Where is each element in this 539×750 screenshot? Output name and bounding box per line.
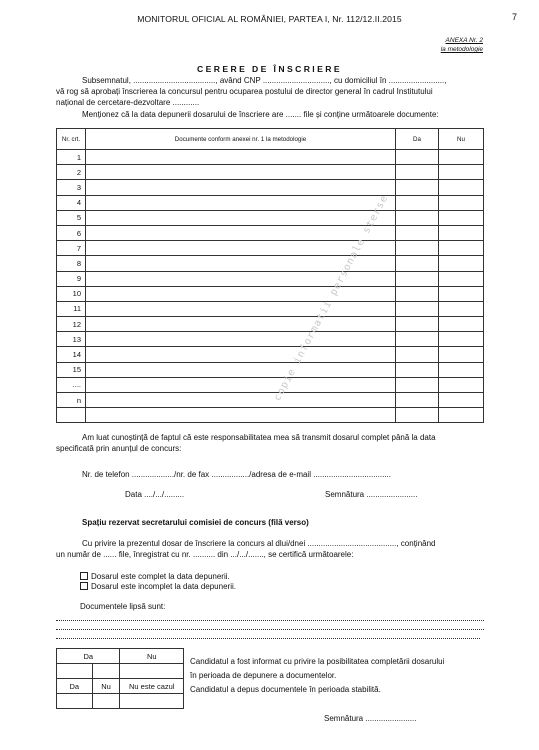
documents-table: [56, 128, 484, 423]
nu-cell[interactable]: [439, 408, 484, 423]
secretariat-heading: Spațiu rezervat secretarului comisiei de concurs (filă verso): [82, 518, 309, 527]
row-number: 9: [57, 271, 86, 286]
document-cell[interactable]: [86, 301, 396, 316]
row-number: 4: [57, 195, 86, 210]
row-number: 14: [57, 347, 86, 362]
final-signature: Semnătura .......................: [324, 714, 417, 723]
acknowledge-line-2: specificată prin anunțul de concurs:: [56, 444, 182, 453]
nu-cell[interactable]: [439, 271, 484, 286]
document-cell[interactable]: [86, 210, 396, 225]
status-empty-cell[interactable]: [57, 694, 93, 709]
document-cell[interactable]: [86, 347, 396, 362]
table-row: [57, 347, 484, 362]
table-row: [57, 195, 484, 210]
row-number: 1: [57, 150, 86, 165]
table-row: [57, 317, 484, 332]
da-cell[interactable]: [396, 225, 439, 240]
table-row: [57, 393, 484, 408]
page-number: 7: [512, 12, 518, 22]
date-label: Data ..../.../.........: [125, 490, 185, 499]
watermark: copie informatii personale sterse: [272, 193, 391, 403]
intro-line-1: Subsemnatul, ....................................., având CNP .............................., cu domiciliul în .........................,: [82, 76, 447, 85]
acknowledge-line-1: Am luat cunoștință de faptul că este responsabilitatea mea să transmit dosarul complet până la data: [82, 433, 436, 442]
nu-cell[interactable]: [439, 165, 484, 180]
status-notes: [190, 655, 444, 697]
nu-cell[interactable]: [439, 332, 484, 347]
document-cell[interactable]: [86, 195, 396, 210]
da-cell[interactable]: [396, 210, 439, 225]
annex-line-1: ANEXA Nr. 2: [445, 37, 483, 44]
row-number: 7: [57, 241, 86, 256]
intro-line-4: Menționez că la data depunerii dosarului de înscriere are ....... file și conține următoarele documente:: [82, 110, 439, 119]
status-table: [56, 648, 184, 709]
status-note-2: în perioada de depunere a documentelor.: [190, 671, 337, 680]
checkbox-complete[interactable]: [80, 572, 88, 580]
contact-line: Nr. de telefon .................../nr. de fax ................./adresa de e-mail ...................................: [82, 470, 392, 479]
checkbox-complete-row: [80, 572, 230, 583]
document-cell[interactable]: [86, 393, 396, 408]
table-row: [57, 332, 484, 347]
row-number: ....: [57, 377, 86, 392]
missing-documents-line-1: [56, 620, 484, 621]
status-da-header: Da: [57, 649, 120, 664]
nu-cell[interactable]: [439, 210, 484, 225]
row-number: 10: [57, 286, 86, 301]
header-nr: Nr. crt.: [57, 129, 86, 150]
header-documents: Documente conform anexei nr. 1 la metodologie: [86, 129, 396, 150]
row-number: 3: [57, 180, 86, 195]
da-cell[interactable]: [396, 150, 439, 165]
row-number: 11: [57, 301, 86, 316]
row-number: 13: [57, 332, 86, 347]
nu-cell[interactable]: [439, 317, 484, 332]
status-sub-da: Da: [57, 679, 93, 694]
da-cell[interactable]: [396, 408, 439, 423]
table-row: [57, 362, 484, 377]
row-number: 2: [57, 165, 86, 180]
checkbox-incomplete-row: [80, 582, 236, 593]
status-sub-nu: Nu: [92, 679, 120, 694]
document-cell[interactable]: [86, 408, 396, 423]
secretariat-line-1: Cu privire la prezentul dosar de înscriere la concurs al dlui/dnei ........................................, conținând: [82, 539, 436, 548]
checkbox-incomplete[interactable]: [80, 582, 88, 590]
document-cell[interactable]: [86, 165, 396, 180]
status-note-1: Candidatul a fost informat cu privire la posibilitatea completării dosarului: [190, 657, 445, 666]
da-cell[interactable]: [396, 393, 439, 408]
document-cell[interactable]: [86, 317, 396, 332]
status-empty-cell[interactable]: [57, 664, 93, 679]
checkbox-incomplete-label: Dosarul este incomplet la data depunerii.: [91, 582, 236, 591]
intro-line-3: național de cercetare-dezvoltare ............: [56, 98, 200, 107]
table-row: [57, 180, 484, 195]
status-empty-cell[interactable]: [92, 664, 120, 679]
nu-cell[interactable]: [439, 347, 484, 362]
status-empty-cell[interactable]: [120, 664, 184, 679]
table-row: [57, 377, 484, 392]
nu-cell[interactable]: [439, 150, 484, 165]
status-note-3: Candidatul a depus documentele în perioada stabilită.: [190, 685, 381, 694]
row-number: 12: [57, 317, 86, 332]
page-header-title: MONITORUL OFICIAL AL ROMÂNIEI, PARTEA I, Nr. 112/12.II.2015: [137, 14, 402, 24]
missing-documents-line-2: [56, 629, 484, 630]
table-row: [57, 256, 484, 271]
document-cell[interactable]: [86, 225, 396, 240]
da-cell[interactable]: [396, 286, 439, 301]
da-cell[interactable]: [396, 271, 439, 286]
table-row: [57, 150, 484, 165]
nu-cell[interactable]: [439, 241, 484, 256]
signature-label: Semnătura .......................: [325, 490, 418, 499]
da-cell[interactable]: [396, 180, 439, 195]
status-empty-cell[interactable]: [92, 694, 120, 709]
annex-label: [441, 36, 483, 54]
missing-documents-label: Documentele lipsă sunt:: [80, 602, 166, 611]
nu-cell[interactable]: [439, 393, 484, 408]
da-cell[interactable]: [396, 195, 439, 210]
da-cell[interactable]: [396, 317, 439, 332]
table-row: [57, 241, 484, 256]
intro-line-2: vă rog să aprobați înscrierea la concursul pentru ocuparea postului de director general în cadrul Institutului: [56, 87, 433, 96]
da-cell[interactable]: [396, 332, 439, 347]
da-cell[interactable]: [396, 301, 439, 316]
nu-cell[interactable]: [439, 377, 484, 392]
row-number: 6: [57, 225, 86, 240]
annex-line-2: la metodologie: [440, 46, 483, 53]
table-row: [57, 301, 484, 316]
row-number: 5: [57, 210, 86, 225]
document-cell[interactable]: [86, 362, 396, 377]
table-row: [57, 210, 484, 225]
nu-cell[interactable]: [439, 225, 484, 240]
table-row: [57, 225, 484, 240]
missing-documents-line-3: [56, 638, 480, 639]
table-row: [57, 286, 484, 301]
nu-cell[interactable]: [439, 180, 484, 195]
table-row: [57, 165, 484, 180]
nu-cell[interactable]: [439, 195, 484, 210]
row-number: 8: [57, 256, 86, 271]
da-cell[interactable]: [396, 347, 439, 362]
row-number: [57, 408, 86, 423]
da-cell[interactable]: [396, 377, 439, 392]
status-sub-nu-este-cazul: Nu este cazul: [120, 679, 184, 694]
status-nu-header: Nu: [120, 649, 184, 664]
document-cell[interactable]: [86, 377, 396, 392]
document-cell[interactable]: [86, 150, 396, 165]
da-cell[interactable]: [396, 241, 439, 256]
status-empty-cell[interactable]: [120, 694, 184, 709]
row-number: n: [57, 393, 86, 408]
table-row: [57, 271, 484, 286]
document-cell[interactable]: [86, 286, 396, 301]
da-cell[interactable]: [396, 362, 439, 377]
secretariat-line-2: un număr de ...... file, înregistrat cu nr. .......... din .../.../......., se certifică următoarele:: [56, 550, 354, 559]
da-cell[interactable]: [396, 256, 439, 271]
nu-cell[interactable]: [439, 286, 484, 301]
document-title: CERERE DE ÎNSCRIERE: [197, 64, 342, 74]
document-cell[interactable]: [86, 332, 396, 347]
table-row: [57, 408, 484, 423]
row-number: 15: [57, 362, 86, 377]
checkbox-complete-label: Dosarul este complet la data depunerii.: [91, 572, 230, 581]
nu-cell[interactable]: [439, 301, 484, 316]
header-nu: Nu: [439, 129, 484, 150]
nu-cell[interactable]: [439, 362, 484, 377]
nu-cell[interactable]: [439, 256, 484, 271]
document-cell[interactable]: [86, 180, 396, 195]
header-da: Da: [396, 129, 439, 150]
